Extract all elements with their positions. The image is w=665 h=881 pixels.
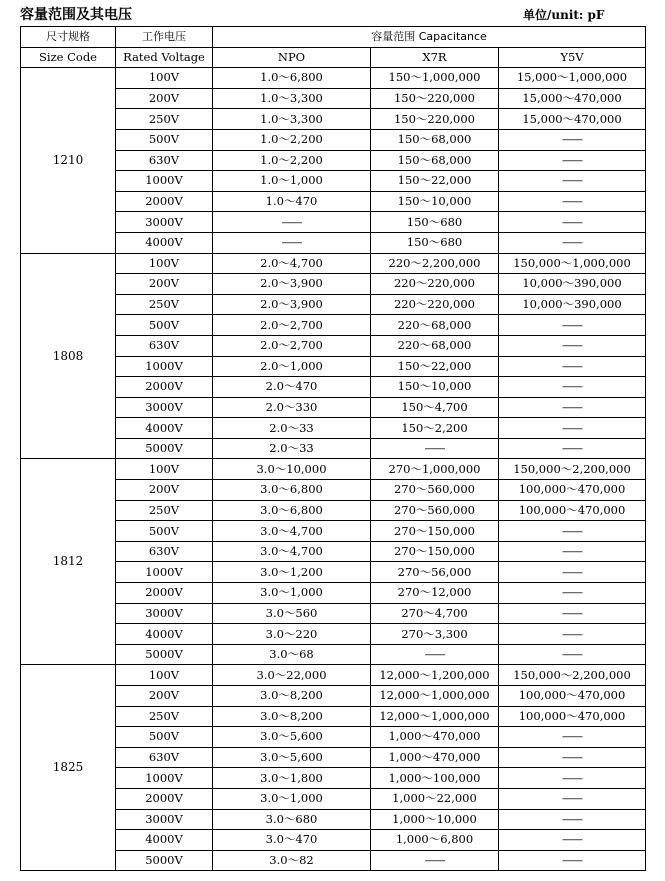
rated-voltage-cell: 4000V [116,418,213,439]
npo-range-cell: 1.0～3,300 [213,88,371,109]
rated-voltage-cell: 2000V [116,788,213,809]
npo-range-cell: 2.0～4,700 [213,253,371,274]
document-title: 容量范围及其电压 [20,7,132,23]
x7r-range-cell: 1,000～22,000 [371,788,499,809]
x7r-range-cell: 220～220,000 [371,294,499,315]
table-row [21,665,646,686]
rated-voltage-cell: 500V [116,521,213,542]
npo-range-cell: 1.0～470 [213,191,371,212]
capacitance-range-table [20,26,646,871]
y5v-range-cell: 100,000～470,000 [499,686,646,707]
header-size-en: Size Code [21,47,116,68]
rated-voltage-cell: 250V [116,706,213,727]
x7r-range-cell: 270～3,300 [371,624,499,645]
rated-voltage-cell: 100V [116,253,213,274]
rated-voltage-cell: 1000V [116,562,213,583]
y5v-range-cell: —— [499,830,646,851]
header-capacitance-group: 容量范围 Capacitance [213,27,646,48]
npo-range-cell: 2.0～3,900 [213,294,371,315]
x7r-range-cell: 150～22,000 [371,356,499,377]
npo-range-cell: 2.0～33 [213,418,371,439]
x7r-range-cell: 220～68,000 [371,315,499,336]
y5v-range-cell: —— [499,583,646,604]
npo-range-cell: 3.0～8,200 [213,686,371,707]
x7r-range-cell: 1,000～6,800 [371,830,499,851]
npo-range-cell: 3.0～1,000 [213,583,371,604]
unit-label: 单位/unit: pF [523,8,605,22]
rated-voltage-cell: 1000V [116,171,213,192]
y5v-range-cell: —— [499,356,646,377]
npo-range-cell: 1.0～6,800 [213,68,371,89]
y5v-range-cell: —— [499,747,646,768]
y5v-range-cell: —— [499,850,646,871]
npo-range-cell: 2.0～330 [213,397,371,418]
x7r-range-cell: 1,000～100,000 [371,768,499,789]
rated-voltage-cell: 4000V [116,624,213,645]
header-row-1 [21,27,646,48]
x7r-range-cell: 150～220,000 [371,109,499,130]
y5v-range-cell: —— [499,171,646,192]
rated-voltage-cell: 3000V [116,212,213,233]
rated-voltage-cell: 630V [116,150,213,171]
rated-voltage-cell: 5000V [116,438,213,459]
y5v-range-cell: —— [499,191,646,212]
npo-range-cell: 3.0～4,700 [213,521,371,542]
x7r-range-cell: 270～150,000 [371,541,499,562]
y5v-range-cell: —— [499,809,646,830]
size-code-cell: 1808 [21,253,116,459]
x7r-range-cell: 1,000～470,000 [371,747,499,768]
rated-voltage-cell: 3000V [116,603,213,624]
rated-voltage-cell: 4000V [116,232,213,253]
x7r-range-cell: 220～68,000 [371,335,499,356]
y5v-range-cell: —— [499,644,646,665]
x7r-range-cell: 150～68,000 [371,150,499,171]
x7r-range-cell: 150～10,000 [371,377,499,398]
rated-voltage-cell: 200V [116,88,213,109]
x7r-range-cell: —— [371,438,499,459]
y5v-range-cell: 10,000～390,000 [499,274,646,295]
y5v-range-cell: —— [499,335,646,356]
y5v-range-cell: 15,000～470,000 [499,109,646,130]
x7r-range-cell: 270～12,000 [371,583,499,604]
x7r-range-cell: 270～4,700 [371,603,499,624]
x7r-range-cell: —— [371,644,499,665]
rated-voltage-cell: 5000V [116,850,213,871]
y5v-range-cell: 150,000～1,000,000 [499,253,646,274]
x7r-range-cell: 150～220,000 [371,88,499,109]
npo-range-cell: 2.0～3,900 [213,274,371,295]
y5v-range-cell: 150,000～2,200,000 [499,459,646,480]
rated-voltage-cell: 630V [116,747,213,768]
npo-range-cell: 2.0～2,700 [213,335,371,356]
header-voltage-en: Rated Voltage [116,47,213,68]
x7r-range-cell: 150～1,000,000 [371,68,499,89]
header-row-2 [21,47,646,68]
y5v-range-cell: —— [499,212,646,233]
y5v-range-cell: —— [499,624,646,645]
x7r-range-cell: 270～150,000 [371,521,499,542]
npo-range-cell: 3.0～4,700 [213,541,371,562]
npo-range-cell: 3.0～68 [213,644,371,665]
header-x7r: X7R [371,47,499,68]
rated-voltage-cell: 200V [116,274,213,295]
x7r-range-cell: 220～220,000 [371,274,499,295]
table-row [21,68,646,89]
x7r-range-cell: 270～560,000 [371,480,499,501]
header-npo: NPO [213,47,371,68]
header-y5v: Y5V [499,47,646,68]
size-code-cell: 1812 [21,459,116,665]
table-row [21,459,646,480]
y5v-range-cell: —— [499,418,646,439]
x7r-range-cell: 150～680 [371,212,499,233]
rated-voltage-cell: 200V [116,480,213,501]
rated-voltage-cell: 500V [116,129,213,150]
npo-range-cell: 3.0～6,800 [213,480,371,501]
x7r-range-cell: 270～560,000 [371,500,499,521]
npo-range-cell: 3.0～1,200 [213,562,371,583]
x7r-range-cell: 150～68,000 [371,129,499,150]
npo-range-cell: 2.0～33 [213,438,371,459]
rated-voltage-cell: 500V [116,727,213,748]
x7r-range-cell: 150～22,000 [371,171,499,192]
rated-voltage-cell: 5000V [116,644,213,665]
x7r-range-cell: 1,000～10,000 [371,809,499,830]
rated-voltage-cell: 100V [116,665,213,686]
npo-range-cell: 3.0～5,600 [213,747,371,768]
npo-range-cell: 3.0～82 [213,850,371,871]
npo-range-cell: 3.0～680 [213,809,371,830]
table-body [21,68,646,871]
y5v-range-cell: —— [499,150,646,171]
npo-range-cell: 2.0～2,700 [213,315,371,336]
rated-voltage-cell: 2000V [116,191,213,212]
npo-range-cell: 1.0～1,000 [213,171,371,192]
npo-range-cell: 3.0～22,000 [213,665,371,686]
npo-range-cell: 1.0～2,200 [213,150,371,171]
rated-voltage-cell: 250V [116,109,213,130]
npo-range-cell: 3.0～10,000 [213,459,371,480]
npo-range-cell: 2.0～470 [213,377,371,398]
x7r-range-cell: 12,000～1,000,000 [371,706,499,727]
npo-range-cell: 3.0～560 [213,603,371,624]
npo-range-cell: 3.0～8,200 [213,706,371,727]
x7r-range-cell: 150～4,700 [371,397,499,418]
y5v-range-cell: —— [499,727,646,748]
rated-voltage-cell: 3000V [116,809,213,830]
size-code-cell: 1210 [21,68,116,253]
y5v-range-cell: 10,000～390,000 [499,294,646,315]
y5v-range-cell: —— [499,129,646,150]
x7r-range-cell: 12,000～1,200,000 [371,665,499,686]
y5v-range-cell: 100,000～470,000 [499,500,646,521]
title-bar [20,2,645,24]
rated-voltage-cell: 250V [116,294,213,315]
npo-range-cell: 3.0～6,800 [213,500,371,521]
npo-range-cell: 3.0～5,600 [213,727,371,748]
table-row [21,253,646,274]
y5v-range-cell: —— [499,438,646,459]
npo-range-cell: 3.0～1,800 [213,768,371,789]
y5v-range-cell: 15,000～470,000 [499,88,646,109]
rated-voltage-cell: 630V [116,335,213,356]
y5v-range-cell: —— [499,397,646,418]
y5v-range-cell: —— [499,562,646,583]
y5v-range-cell: —— [499,541,646,562]
rated-voltage-cell: 100V [116,68,213,89]
npo-range-cell: —— [213,232,371,253]
rated-voltage-cell: 2000V [116,377,213,398]
y5v-range-cell: 150,000～2,200,000 [499,665,646,686]
y5v-range-cell: —— [499,521,646,542]
npo-range-cell: 2.0～1,000 [213,356,371,377]
y5v-range-cell: —— [499,377,646,398]
x7r-range-cell: 1,000～470,000 [371,727,499,748]
y5v-range-cell: —— [499,788,646,809]
x7r-range-cell: 270～1,000,000 [371,459,499,480]
npo-range-cell: 1.0～3,300 [213,109,371,130]
y5v-range-cell: —— [499,232,646,253]
rated-voltage-cell: 1000V [116,768,213,789]
rated-voltage-cell: 100V [116,459,213,480]
y5v-range-cell: —— [499,768,646,789]
x7r-range-cell: 150～680 [371,232,499,253]
x7r-range-cell: 270～56,000 [371,562,499,583]
y5v-range-cell: —— [499,603,646,624]
y5v-range-cell: 100,000～470,000 [499,706,646,727]
header-voltage-cn: 工作电压 [116,27,213,48]
x7r-range-cell: 220～2,200,000 [371,253,499,274]
rated-voltage-cell: 3000V [116,397,213,418]
rated-voltage-cell: 1000V [116,356,213,377]
x7r-range-cell: 150～2,200 [371,418,499,439]
npo-range-cell: —— [213,212,371,233]
x7r-range-cell: 150～10,000 [371,191,499,212]
y5v-range-cell: 100,000～470,000 [499,480,646,501]
y5v-range-cell: —— [499,315,646,336]
rated-voltage-cell: 500V [116,315,213,336]
rated-voltage-cell: 200V [116,686,213,707]
rated-voltage-cell: 250V [116,500,213,521]
npo-range-cell: 1.0～2,200 [213,129,371,150]
npo-range-cell: 3.0～470 [213,830,371,851]
npo-range-cell: 3.0～1,000 [213,788,371,809]
rated-voltage-cell: 630V [116,541,213,562]
y5v-range-cell: 15,000～1,000,000 [499,68,646,89]
header-size-cn: 尺寸规格 [21,27,116,48]
npo-range-cell: 3.0～220 [213,624,371,645]
size-code-cell: 1825 [21,665,116,871]
x7r-range-cell: 12,000～1,000,000 [371,686,499,707]
rated-voltage-cell: 4000V [116,830,213,851]
rated-voltage-cell: 2000V [116,583,213,604]
x7r-range-cell: —— [371,850,499,871]
